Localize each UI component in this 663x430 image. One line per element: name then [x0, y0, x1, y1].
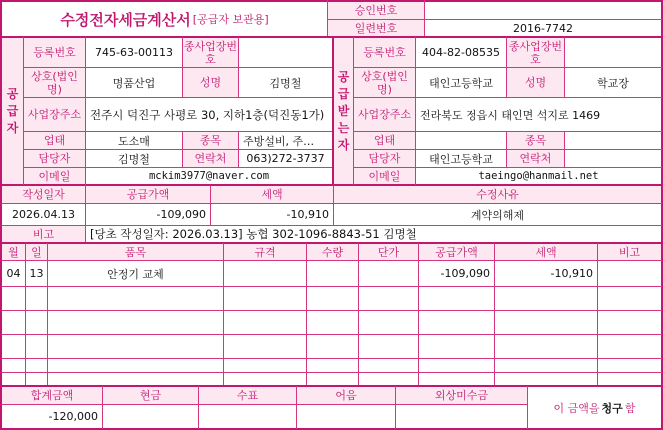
buyer-manager-label: 담당자 — [368, 152, 401, 165]
supplier-reg-value: 745-63-00113 — [95, 46, 173, 59]
row1-month: 04 — [6, 267, 21, 280]
check-value — [199, 405, 296, 428]
buyer-ceo-value: 학교장 — [597, 76, 629, 90]
remark-value: [당초 작성일자: 2026.03.13] 농협 302-1096-8843-51 김명철 — [90, 227, 417, 241]
col-header-qty: 수량 — [321, 245, 344, 259]
reason-value: 계약의해제 — [470, 208, 525, 222]
row1-spec — [224, 261, 306, 286]
buyer-type-label: 업태 — [373, 134, 396, 147]
col-header-day: 일 — [31, 245, 42, 259]
date-value: 2026.04.13 — [12, 208, 75, 221]
col-header-month: 월 — [8, 245, 19, 259]
supplier-name-label: 상호(법인명) — [31, 69, 78, 96]
supplier-item-label: 종목 — [199, 134, 222, 147]
supply-amount-label: 공급가액 — [126, 188, 170, 201]
credit-label: 외상미수금 — [434, 389, 489, 402]
supplier-address-value: 전주시 덕진구 사평로 30, 지하1층(덕진동1가) — [90, 107, 325, 122]
buyer-email-value: taeingo@hanmail.net — [478, 170, 599, 182]
credit-value — [396, 405, 527, 428]
supplier-item-value: 주방설비, 주… — [243, 134, 315, 148]
buyer-branch-label: 종사업장번호 — [508, 39, 563, 66]
supplier-manager-label: 담당자 — [38, 152, 71, 165]
buyer-branch-value — [565, 38, 661, 67]
reason-label: 수정사유 — [476, 188, 519, 201]
promissory-note-value — [297, 405, 395, 428]
approval-number-value — [425, 1, 661, 19]
tax-label: 세액 — [261, 188, 283, 201]
supplier-address-label: 사업장주소 — [27, 108, 82, 121]
row1-unit-price — [359, 261, 418, 286]
buyer-type-value — [416, 132, 506, 149]
cash-label: 현금 — [139, 389, 162, 402]
buyer-name-value: 태인고등학교 — [429, 76, 493, 90]
approval-number-label: 승인번호 — [354, 3, 398, 17]
supplier-email-label: 이메일 — [38, 169, 71, 183]
supplier-type-value: 도소매 — [118, 134, 150, 148]
supplier-side-label-cell — [2, 37, 23, 185]
col-header-remark: 비고 — [618, 245, 641, 259]
row1-item: 안정기 교체 — [107, 267, 164, 281]
supplier-manager-value: 김명철 — [118, 152, 150, 166]
row1-day: 13 — [29, 267, 44, 280]
col-header-supply: 공급가액 — [435, 245, 478, 259]
serial-number-value: 2016-7742 — [513, 21, 573, 35]
col-header-spec: 규격 — [254, 245, 276, 259]
buyer-name-label: 상호(법인명) — [361, 69, 408, 96]
supplier-side-label: 공급자 — [6, 86, 19, 135]
buyer-ceo-label: 성명 — [524, 76, 547, 89]
buyer-manager-value: 태인고등학교 — [429, 152, 493, 166]
supplier-branch-value — [239, 38, 332, 67]
claim-prefix: 이 금액을 — [553, 401, 600, 415]
supplier-phone-value: 063)272-3737 — [246, 152, 325, 165]
supplier-name-value: 명품산업 — [112, 76, 156, 90]
buyer-email-label: 이메일 — [368, 169, 401, 183]
col-header-tax: 세액 — [535, 245, 557, 259]
buyer-address-value: 전라북도 정읍시 태인면 석지로 1469 — [420, 108, 601, 122]
buyer-phone-value — [565, 150, 661, 167]
col-header-unit-price: 단가 — [377, 245, 400, 259]
col-header-item: 품목 — [124, 245, 147, 259]
buyer-side-label: 공급받는자 — [337, 69, 350, 152]
supplier-reg-label: 등록번호 — [33, 46, 76, 59]
buyer-address-label: 사업장주소 — [357, 108, 412, 121]
supply-amount-value: -109,090 — [156, 208, 206, 221]
supplier-phone-label: 연락처 — [194, 152, 227, 165]
claim-statement — [528, 387, 661, 428]
promissory-note-label: 어음 — [335, 389, 357, 402]
buyer-reg-value: 404-82-08535 — [422, 46, 500, 59]
invoice-title — [2, 2, 327, 36]
serial-number-label: 일련번호 — [354, 21, 398, 35]
supplier-ceo-label: 성명 — [199, 76, 222, 89]
total-amount-label: 합계금액 — [30, 389, 74, 402]
buyer-side-label-cell — [334, 37, 353, 185]
row1-qty — [307, 261, 358, 286]
buyer-item-value — [565, 132, 661, 149]
supplier-type-label: 업태 — [43, 134, 66, 147]
claim-word: 청구 — [601, 401, 623, 415]
tax-value: -10,910 — [286, 208, 329, 221]
buyer-reg-label: 등록번호 — [363, 46, 406, 59]
supplier-branch-label: 종사업장번호 — [183, 39, 238, 66]
invoice-title-text: 수정전자세금계산서 — [60, 10, 191, 29]
supplier-email-value: mckim3977@naver.com — [148, 170, 270, 182]
row1-tax: -10,910 — [550, 267, 593, 280]
row1-supply: -109,090 — [440, 267, 490, 280]
supplier-ceo-value: 김명철 — [269, 76, 302, 90]
buyer-item-label: 종목 — [524, 134, 547, 147]
total-amount-value: -120,000 — [48, 410, 98, 423]
invoice-subtitle: [공급자 보관용] — [192, 13, 269, 26]
claim-suffix: 함 — [624, 401, 636, 415]
row1-remark — [598, 261, 661, 286]
cash-value — [103, 405, 198, 428]
check-label: 수표 — [236, 389, 259, 402]
date-label: 작성일자 — [22, 188, 65, 201]
remark-label: 비고 — [32, 227, 55, 241]
buyer-phone-label: 연락처 — [519, 152, 552, 165]
